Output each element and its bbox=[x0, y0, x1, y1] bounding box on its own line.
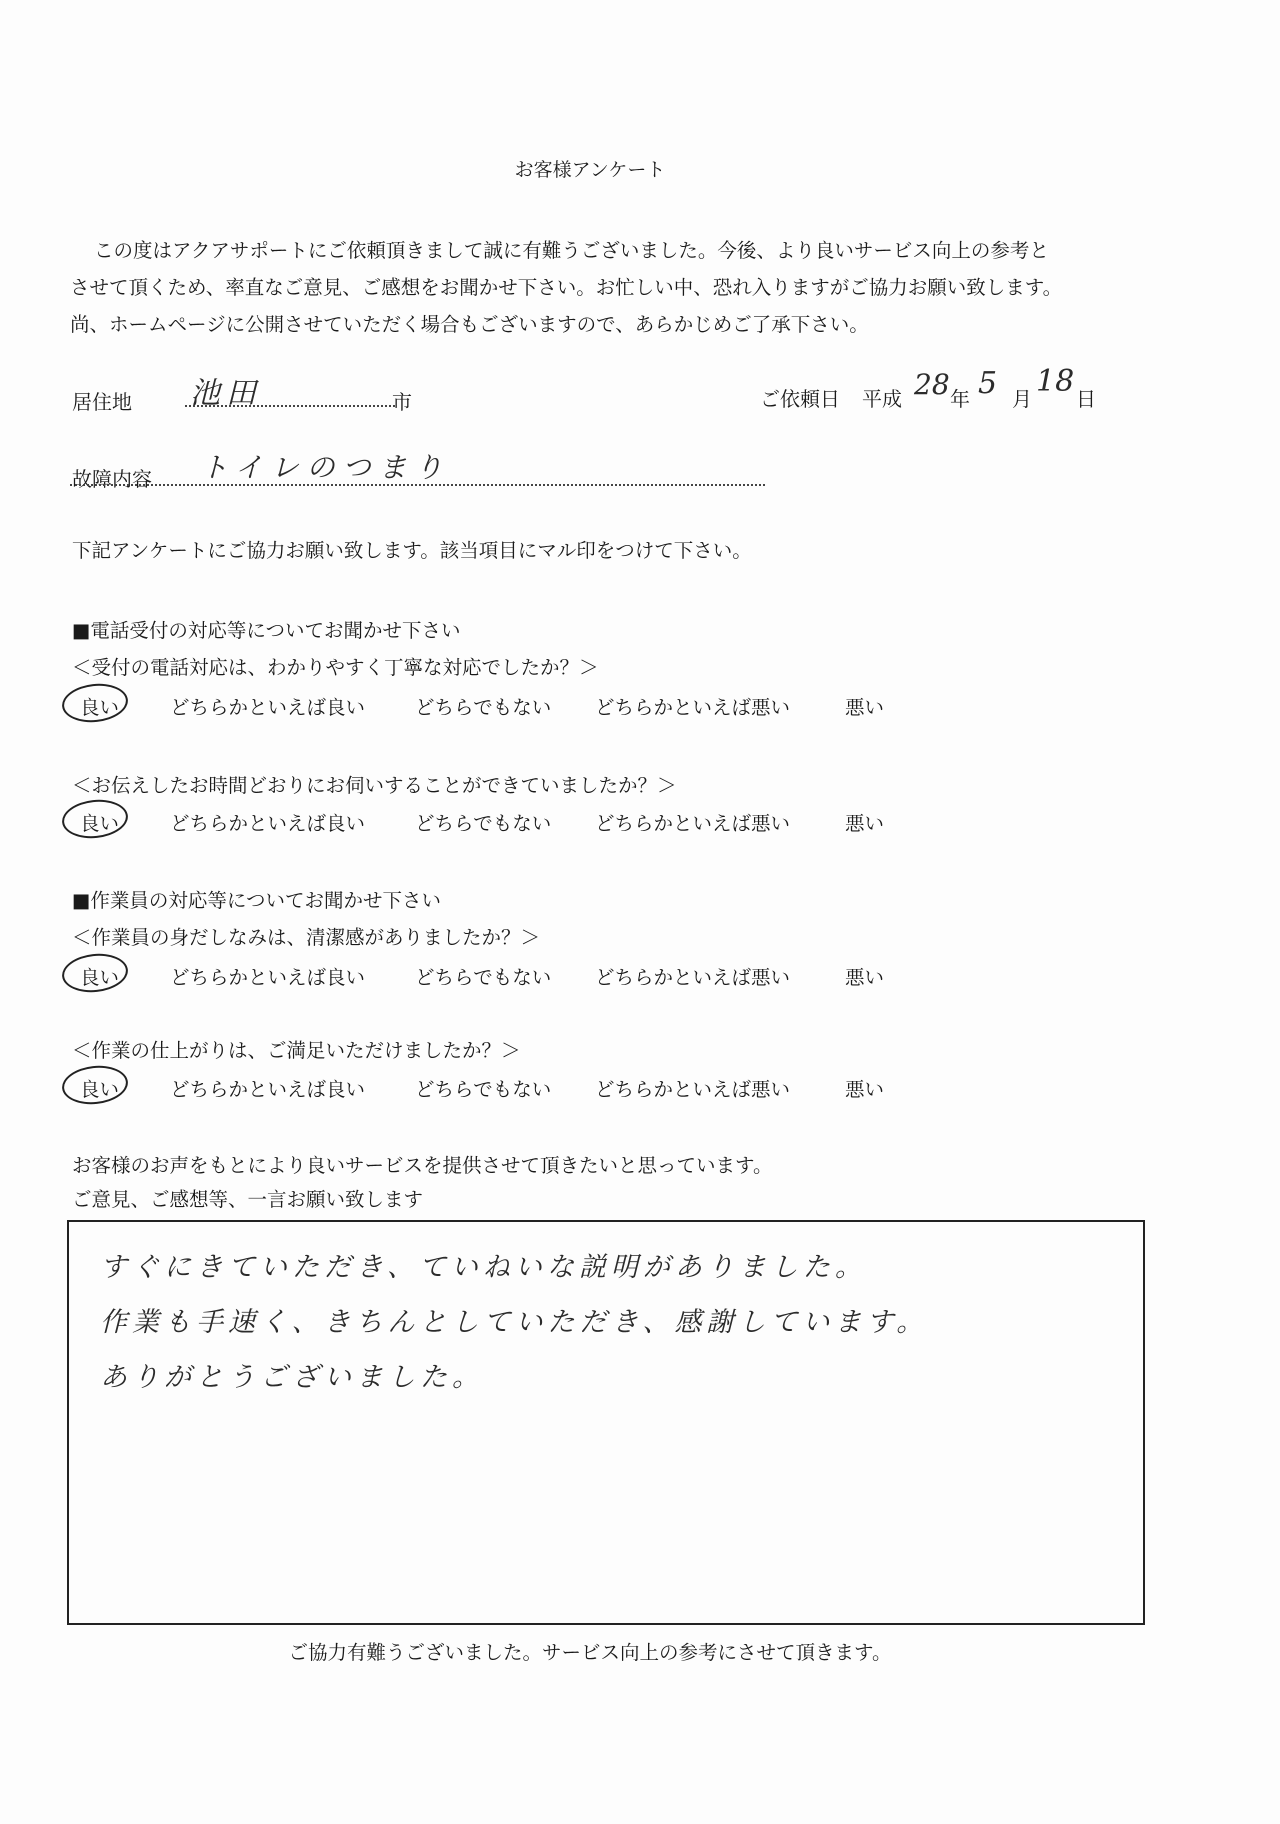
option-somewhat-good[interactable]: どちらかといえば良い bbox=[170, 812, 366, 835]
question-phone-manner: ＜受付の電話対応は、わかりやすく丁寧な対応でしたか？＞ bbox=[72, 656, 599, 679]
fault-value[interactable]: トイレのつまり bbox=[200, 451, 451, 484]
comment-text bbox=[100, 1240, 1100, 1405]
intro-text bbox=[70, 232, 1130, 343]
request-date-month[interactable]: 5 bbox=[978, 366, 998, 401]
option-neutral[interactable]: どちらでもない bbox=[415, 696, 552, 719]
thanks-footer: ご協力有難うございました。サービス向上の参考にさせて頂きます。 bbox=[288, 1641, 892, 1664]
request-date-label: ご依頼日 bbox=[760, 387, 840, 411]
option-bad[interactable]: 悪い bbox=[845, 1078, 885, 1101]
options-work-finish bbox=[70, 1074, 930, 1102]
options-arrival-time bbox=[70, 808, 930, 836]
residence-underline bbox=[185, 405, 395, 407]
intro-line: させて頂くため、率直なご意見、ご感想をお聞かせ下さい。お忙しい中、恐れ入りますがご協力お願い致します。 bbox=[70, 276, 1063, 299]
comment-prompt: ご意見、ご感想等、一言お願い致します bbox=[72, 1188, 424, 1211]
option-good[interactable]: 良い bbox=[70, 962, 170, 990]
fault-underline bbox=[70, 484, 765, 486]
option-bad[interactable]: 悪い bbox=[845, 966, 885, 989]
request-date-year-unit: 年 bbox=[950, 387, 970, 411]
option-neutral[interactable]: どちらでもない bbox=[415, 966, 552, 989]
intro-line: この度はアクアサポートにご依頼頂きまして誠に有難うございました。今後、より良いサービス向上の参考と bbox=[94, 239, 1049, 262]
intro-line: 尚、ホームページに公開させていただく場合もございますので、あらかじめご了承下さい。 bbox=[70, 313, 869, 336]
option-neutral[interactable]: どちらでもない bbox=[415, 1078, 552, 1101]
option-somewhat-good[interactable]: どちらかといえば良い bbox=[170, 966, 366, 989]
selection-circle bbox=[60, 797, 130, 842]
section-heading-phone: ■電話受付の対応等についてお聞かせ下さい bbox=[72, 619, 461, 642]
option-good[interactable]: 良い bbox=[70, 808, 170, 836]
option-bad[interactable]: 悪い bbox=[845, 696, 885, 719]
residence-label: 居住地 bbox=[72, 390, 132, 414]
option-somewhat-bad[interactable]: どちらかといえば悪い bbox=[595, 812, 791, 835]
selection-circle bbox=[60, 681, 130, 726]
question-worker-appearance: ＜作業員の身だしなみは、清潔感がありましたか？＞ bbox=[72, 926, 541, 949]
residence-unit: 市 bbox=[392, 390, 412, 414]
option-somewhat-bad[interactable]: どちらかといえば悪い bbox=[595, 696, 791, 719]
request-date-day-unit: 日 bbox=[1076, 387, 1096, 411]
comment-line: 作業も手速く、きちんとしていただき、感謝しています。 bbox=[100, 1307, 929, 1338]
section-heading-worker: ■作業員の対応等についてお聞かせ下さい bbox=[72, 889, 442, 912]
request-date-month-unit: 月 bbox=[1012, 387, 1032, 411]
request-date-day[interactable]: 18 bbox=[1036, 364, 1075, 399]
fault-label: 故障内容 bbox=[72, 467, 152, 491]
option-good[interactable]: 良い bbox=[70, 1074, 170, 1102]
page-title: お客様アンケート bbox=[514, 159, 666, 181]
option-somewhat-bad[interactable]: どちらかといえば悪い bbox=[595, 1078, 791, 1101]
question-arrival-time: ＜お伝えしたお時間どおりにお伺いすることができていましたか？＞ bbox=[72, 774, 677, 797]
comment-line: ありがとうございました。 bbox=[100, 1362, 484, 1393]
option-good[interactable]: 良い bbox=[70, 692, 170, 720]
selection-circle bbox=[60, 951, 130, 996]
option-neutral[interactable]: どちらでもない bbox=[415, 812, 552, 835]
residence-value[interactable]: 池田 bbox=[190, 376, 262, 411]
options-phone-manner bbox=[70, 692, 930, 720]
option-somewhat-good[interactable]: どちらかといえば良い bbox=[170, 696, 366, 719]
options-worker-appearance bbox=[70, 962, 930, 990]
selection-circle bbox=[60, 1063, 130, 1108]
request-date-era: 平成 bbox=[862, 387, 902, 411]
request-date-year[interactable]: 28 bbox=[914, 368, 950, 401]
closing-text: お客様のお声をもとにより良いサービスを提供させて頂きたいと思っています。 bbox=[72, 1154, 773, 1177]
question-work-finish: ＜作業の仕上がりは、ご満足いただけましたか？＞ bbox=[72, 1039, 521, 1062]
option-bad[interactable]: 悪い bbox=[845, 812, 885, 835]
survey-instruction: 下記アンケートにご協力お願い致します。該当項目にマル印をつけて下さい。 bbox=[72, 539, 752, 562]
option-somewhat-bad[interactable]: どちらかといえば悪い bbox=[595, 966, 791, 989]
comment-line: すぐにきていただき、ていねいな説明がありました。 bbox=[100, 1252, 867, 1283]
option-somewhat-good[interactable]: どちらかといえば良い bbox=[170, 1078, 366, 1101]
